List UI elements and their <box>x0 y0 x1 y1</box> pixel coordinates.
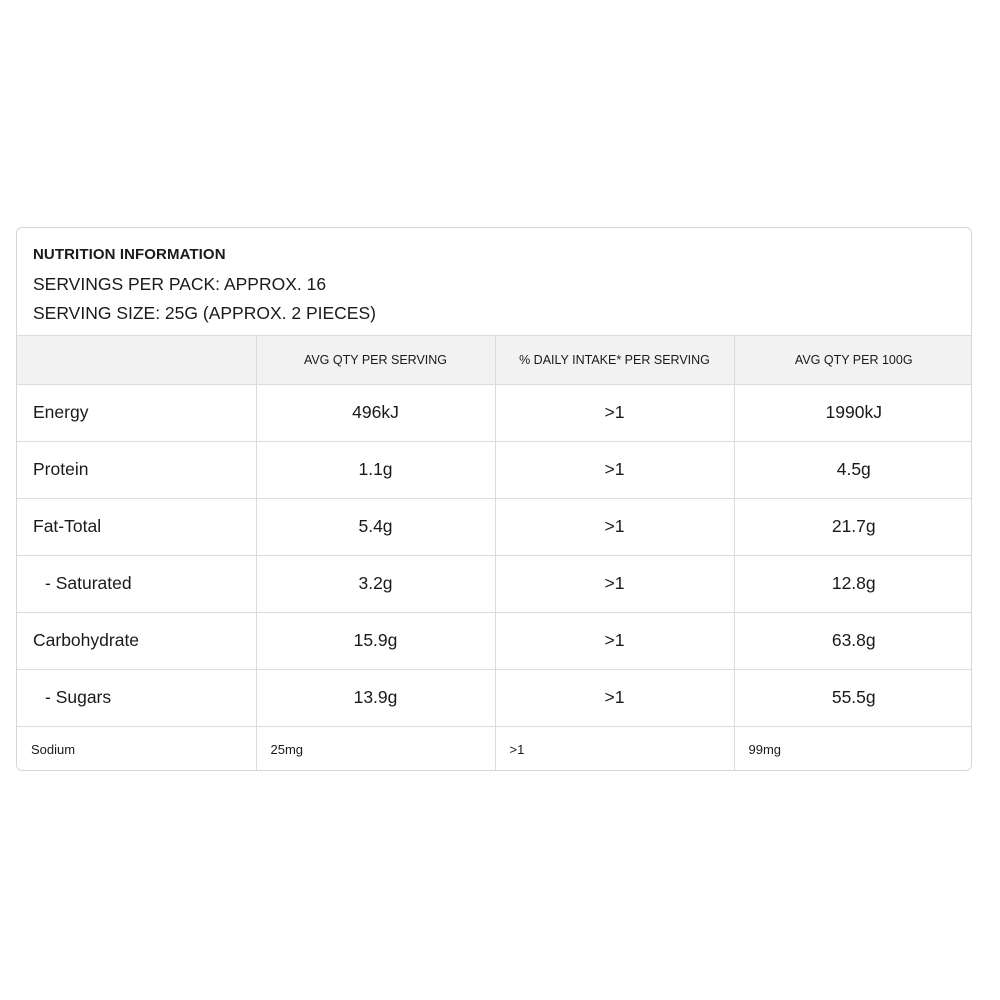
column-header-nutrient <box>17 336 256 384</box>
table-row <box>17 441 972 498</box>
cell-daily-intake: >1 <box>495 726 734 771</box>
cell-per-100g: 21.7g <box>734 498 972 555</box>
cell-per-100g: 4.5g <box>734 441 972 498</box>
row-label-sugars: - Sugars <box>17 669 256 726</box>
cell-per-serving: 13.9g <box>256 669 495 726</box>
cell-per-100g: 1990kJ <box>734 384 972 441</box>
row-label-sodium: Sodium <box>17 726 256 771</box>
cell-per-serving: 1.1g <box>256 441 495 498</box>
cell-daily-intake: >1 <box>495 555 734 612</box>
table-row <box>17 726 972 771</box>
column-header-per-serving: AVG QTY PER SERVING <box>256 336 495 384</box>
table-header-row <box>17 336 972 384</box>
column-header-daily-intake: % DAILY INTAKE* PER SERVING <box>495 336 734 384</box>
cell-per-serving: 25mg <box>256 726 495 771</box>
row-label-energy: Energy <box>17 384 256 441</box>
cell-daily-intake: >1 <box>495 441 734 498</box>
row-label-fat-total: Fat-Total <box>17 498 256 555</box>
cell-per-serving: 5.4g <box>256 498 495 555</box>
table-row <box>17 612 972 669</box>
cell-daily-intake: >1 <box>495 612 734 669</box>
servings-per-pack: SERVINGS PER PACK: APPROX. 16 <box>33 274 327 294</box>
row-label-protein: Protein <box>17 441 256 498</box>
row-label-carbohydrate: Carbohydrate <box>17 612 256 669</box>
cell-per-100g: 63.8g <box>734 612 972 669</box>
cell-daily-intake: >1 <box>495 384 734 441</box>
cell-per-100g: 55.5g <box>734 669 972 726</box>
nutrition-table <box>17 336 972 771</box>
cell-per-100g: 12.8g <box>734 555 972 612</box>
column-header-per-100g: AVG QTY PER 100G <box>734 336 972 384</box>
cell-daily-intake: >1 <box>495 498 734 555</box>
cell-per-serving: 15.9g <box>256 612 495 669</box>
nutrition-header <box>17 228 971 336</box>
row-label-saturated: - Saturated <box>17 555 256 612</box>
cell-daily-intake: >1 <box>495 669 734 726</box>
table-row <box>17 384 972 441</box>
table-row <box>17 498 972 555</box>
nutrition-title: NUTRITION INFORMATION <box>33 246 226 263</box>
cell-per-serving: 3.2g <box>256 555 495 612</box>
serving-size: SERVING SIZE: 25G (APPROX. 2 PIECES) <box>33 303 376 323</box>
nutrition-panel <box>16 227 972 771</box>
cell-per-100g: 99mg <box>748 741 782 757</box>
cell-per-serving: 496kJ <box>256 384 495 441</box>
table-row <box>17 555 972 612</box>
table-row <box>17 669 972 726</box>
